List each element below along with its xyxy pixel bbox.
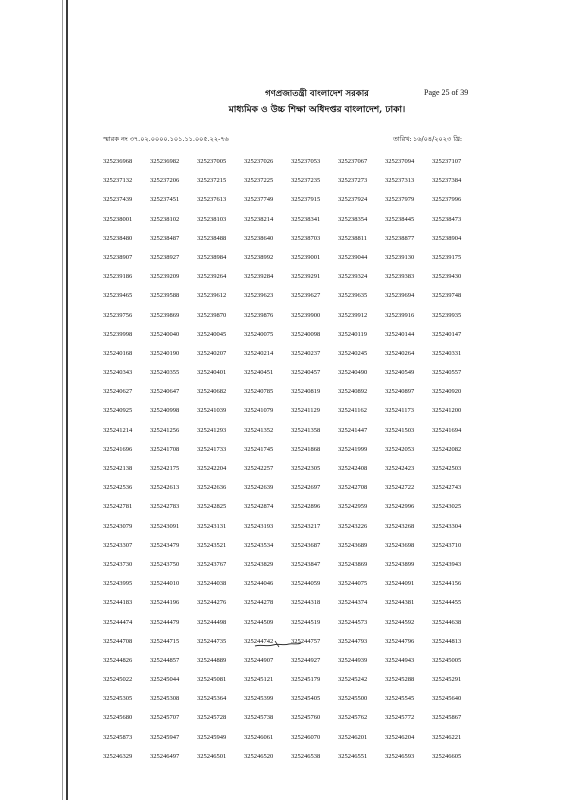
table-row: [103, 325, 479, 344]
roll-number-cell: 325237924: [338, 196, 368, 204]
roll-number-cell: 325242825: [197, 503, 227, 511]
roll-number-cell: 325245005: [432, 656, 462, 664]
roll-number-cell: 325243730: [103, 560, 133, 568]
roll-number-cell: 325240040: [150, 330, 180, 338]
table-row: [103, 747, 479, 766]
roll-number-cell: 325243217: [291, 522, 321, 530]
table-row: [103, 555, 479, 574]
roll-number-cell: 325239291: [291, 273, 321, 281]
roll-number-cell: 325239748: [432, 292, 462, 300]
roll-number-cell: 325244927: [291, 656, 321, 664]
table-row: [103, 651, 479, 670]
roll-number-cell: 325243710: [432, 541, 462, 549]
roll-number-cell: 325242408: [338, 465, 368, 472]
roll-number-cell: 325242896: [291, 503, 321, 511]
roll-number-cell: 325244183: [103, 599, 133, 607]
roll-number-cell: 325238488: [197, 234, 227, 242]
roll-number-cell: 325243829: [244, 560, 274, 568]
roll-number-cell: 325238984: [197, 253, 227, 261]
roll-number-cell: 325243687: [291, 541, 321, 549]
roll-number-cell: 325236968: [103, 158, 133, 165]
roll-number-cell: 325245760: [291, 714, 321, 722]
roll-number-cell: 325239900: [291, 311, 321, 319]
roll-number-cell: 325238001: [103, 215, 133, 223]
roll-number-cell: 325242138: [103, 465, 133, 472]
roll-number-cell: 325238487: [150, 234, 180, 242]
roll-number-cell: 325239130: [385, 253, 415, 261]
table-row: [103, 344, 479, 363]
roll-number-cell: 325245873: [103, 733, 133, 741]
roll-number-cell: 325242636: [197, 484, 227, 492]
signature-mark: [253, 637, 303, 651]
roll-number-cell: 325237749: [244, 196, 274, 204]
roll-number-cell: 325239430: [432, 273, 462, 281]
roll-number-cell: 325243304: [432, 522, 462, 530]
roll-number-cell: 325244479: [150, 618, 180, 626]
roll-number-cell: 325240897: [385, 388, 415, 396]
roll-number-cell: 325237451: [150, 196, 180, 204]
scan-margin-line: [62, 0, 63, 800]
roll-number-cell: 325238480: [103, 234, 133, 242]
roll-number-cell: 325239623: [244, 292, 274, 300]
roll-number-cell: 325239756: [103, 311, 133, 319]
roll-number-cell: 325239612: [197, 292, 227, 300]
roll-number-cell: 325239044: [338, 253, 368, 261]
roll-number-cell: 325239001: [291, 253, 321, 261]
table-row: [103, 728, 479, 747]
table-row: [103, 229, 479, 248]
roll-number-cell: 325245044: [150, 676, 180, 684]
roll-number-cell: 325240207: [197, 349, 227, 357]
roll-number-cell: 325242305: [291, 465, 321, 472]
roll-number-cell: 325244509: [244, 618, 274, 626]
roll-number-cell: 325238992: [244, 253, 274, 261]
roll-number-cell: 325239186: [103, 273, 133, 281]
roll-number-cell: 325244813: [432, 637, 462, 645]
roll-number-cell: 325244939: [338, 656, 368, 664]
table-row: [103, 497, 479, 516]
roll-number-cell: 325237215: [197, 177, 227, 185]
roll-number-cell: 325240045: [197, 330, 227, 338]
roll-number-cell: 325240925: [103, 407, 133, 415]
roll-number-cell: 325240920: [432, 388, 462, 396]
date-value: ১৬/০৪/২০২৩ খ্রি:: [413, 135, 463, 143]
roll-number-cell: 325239264: [197, 273, 227, 281]
roll-number-cell: 325242959: [338, 503, 368, 511]
roll-number-cell: 325238811: [338, 234, 368, 242]
table-row: [103, 708, 479, 727]
roll-number-cell: 325243307: [103, 541, 133, 549]
roll-number-cell: 325244318: [291, 599, 321, 607]
roll-number-cell: 325246070: [291, 733, 321, 741]
roll-number-cell: 325237273: [338, 177, 368, 185]
roll-number-cell: 325242722: [385, 484, 415, 492]
roll-number-cell: 325244796: [385, 637, 415, 645]
roll-number-cell: 325237235: [291, 177, 321, 185]
roll-number-cell: 325245364: [197, 695, 227, 703]
roll-number-cell: 325238473: [432, 215, 462, 223]
roll-number-cell: 325241173: [385, 407, 415, 415]
roll-number-cell: 325245405: [291, 695, 321, 703]
roll-number-cell: 325243899: [385, 560, 415, 568]
roll-number-cell: 325239876: [244, 311, 274, 319]
roll-number-cell: 325245738: [244, 714, 274, 722]
roll-number-cell: 325241162: [338, 407, 368, 415]
roll-number-cell: 325245305: [103, 695, 133, 703]
roll-number-cell: 325244857: [150, 656, 180, 664]
roll-number-table: [103, 152, 479, 766]
roll-number-cell: 325241868: [291, 445, 321, 453]
roll-number-cell: 325244592: [385, 618, 415, 626]
roll-number-cell: 325244381: [385, 599, 415, 607]
roll-number-cell: 325242175: [150, 465, 180, 472]
roll-number-cell: 325242257: [244, 465, 274, 472]
roll-number-cell: 325245947: [150, 733, 180, 741]
roll-number-cell: 325240355: [150, 369, 180, 377]
roll-number-cell: 325245399: [244, 695, 274, 703]
roll-number-cell: 325242503: [432, 465, 462, 472]
table-row: [103, 306, 479, 325]
roll-number-cell: 325240264: [385, 349, 415, 357]
roll-number-cell: 325240343: [103, 369, 133, 377]
roll-number-cell: 325242996: [385, 503, 415, 511]
roll-number-cell: 325244075: [338, 580, 368, 588]
roll-number-cell: 325244091: [385, 580, 415, 588]
roll-number-cell: 325244046: [244, 580, 274, 588]
roll-number-cell: 325244196: [150, 599, 180, 607]
roll-number-cell: 325246329: [103, 752, 133, 760]
roll-number-cell: 325238341: [291, 215, 321, 223]
roll-number-cell: 325244793: [338, 637, 368, 645]
roll-number-cell: 325239935: [432, 311, 462, 319]
roll-number-cell: 325243079: [103, 522, 133, 530]
roll-number-cell: 325244708: [103, 637, 133, 645]
table-row: [103, 382, 479, 401]
roll-number-cell: 325244474: [103, 618, 133, 626]
roll-number-cell: 325239465: [103, 292, 133, 300]
roll-number-cell: 325237979: [385, 196, 415, 204]
roll-number-cell: 325245179: [291, 676, 321, 684]
roll-number-cell: 325238445: [385, 215, 415, 223]
roll-number-cell: 325239998: [103, 330, 133, 338]
table-row: [103, 267, 479, 286]
roll-number-cell: 325240401: [197, 369, 227, 377]
roll-number-cell: 325238640: [244, 234, 274, 242]
roll-number-cell: 325246538: [291, 752, 321, 760]
roll-number-cell: 325243869: [338, 560, 368, 568]
roll-number-cell: 325244374: [338, 599, 368, 607]
roll-number-cell: 325240647: [150, 388, 180, 396]
roll-number-cell: 325237313: [385, 177, 415, 185]
roll-number-cell: 325237053: [291, 158, 321, 165]
table-row: [103, 401, 479, 420]
table-row: [103, 363, 479, 382]
roll-number-cell: 325244742: [244, 637, 274, 645]
roll-number-cell: 325240190: [150, 349, 180, 357]
table-row: [103, 459, 479, 478]
roll-number-cell: 325239175: [432, 253, 462, 261]
roll-number-cell: 325242783: [150, 503, 180, 511]
roll-number-cell: 325245728: [197, 714, 227, 722]
roll-number-cell: 325237613: [197, 196, 227, 204]
table-row: [103, 613, 479, 632]
table-row: [103, 689, 479, 708]
table-row: [103, 593, 479, 612]
roll-number-cell: 325242536: [103, 484, 133, 492]
table-row: [103, 210, 479, 229]
roll-number-cell: 325243750: [150, 560, 180, 568]
table-row: [103, 152, 479, 171]
roll-number-cell: 325241999: [338, 445, 368, 453]
roll-number-cell: 325246551: [338, 752, 368, 760]
roll-number-cell: 325238907: [103, 253, 133, 261]
page-number: Page 25 of 39: [424, 88, 469, 97]
table-row: [103, 517, 479, 536]
roll-number-cell: 325246061: [244, 733, 274, 741]
roll-number-cell: 325241129: [291, 407, 321, 415]
roll-number-cell: 325244715: [150, 637, 180, 645]
roll-number-cell: 325246593: [385, 752, 415, 760]
roll-number-cell: 325239209: [150, 273, 180, 281]
roll-number-cell: 325242639: [244, 484, 274, 492]
roll-number-cell: 325243521: [197, 541, 227, 549]
roll-number-cell: 325245291: [432, 676, 462, 684]
roll-number-cell: 325240549: [385, 369, 415, 377]
roll-number-cell: 325243091: [150, 522, 180, 530]
roll-number-cell: 325240457: [291, 369, 321, 377]
roll-number-cell: 325238102: [150, 215, 180, 223]
roll-number-cell: 325238103: [197, 215, 227, 223]
roll-number-cell: 325242423: [385, 465, 415, 472]
roll-number-cell: 325240168: [103, 349, 133, 357]
roll-number-cell: 325241039: [197, 407, 227, 415]
roll-number-cell: 325243689: [338, 541, 368, 549]
roll-number-cell: 325244943: [385, 656, 415, 664]
roll-number-cell: 325239383: [385, 273, 415, 281]
roll-number-cell: 325244276: [197, 599, 227, 607]
roll-number-cell: 325239284: [244, 273, 274, 281]
roll-number-cell: 325238354: [338, 215, 368, 223]
table-row: [103, 421, 479, 440]
roll-number-cell: 325239916: [385, 311, 415, 319]
roll-number-cell: 325246221: [432, 733, 462, 741]
roll-number-cell: 325237026: [244, 158, 274, 165]
roll-number-cell: 325242613: [150, 484, 180, 492]
roll-number-cell: 325241694: [432, 426, 462, 434]
roll-number-cell: 325242697: [291, 484, 321, 492]
roll-number-cell: 325239324: [338, 273, 368, 281]
table-row: [103, 171, 479, 190]
roll-number-cell: 325242781: [103, 503, 133, 511]
roll-number-cell: 325242874: [244, 503, 274, 511]
directorate-title: মাধ্যমিক ও উচ্চ শিক্ষা অধিদপ্তর বাংলাদেশ, ঢাকা।: [228, 105, 406, 115]
roll-number-cell: 325238877: [385, 234, 415, 242]
roll-number-cell: 325246497: [150, 752, 180, 760]
roll-number-cell: 325237915: [291, 196, 321, 204]
date-label: তারিখ:: [393, 135, 412, 143]
roll-number-cell: 325241696: [103, 445, 133, 453]
roll-number-cell: 325244907: [244, 656, 274, 664]
table-row: [103, 190, 479, 209]
roll-number-cell: 325243534: [244, 541, 274, 549]
roll-number-cell: 325245545: [385, 695, 415, 703]
government-title: গণপ্রজাতন্ত্রী বাংলাদেশ সরকার: [265, 89, 369, 99]
roll-number-cell: 325243193: [244, 522, 274, 530]
roll-number-cell: 325240627: [103, 388, 133, 396]
roll-number-cell: 325240147: [432, 330, 462, 338]
roll-number-cell: 325237067: [338, 158, 368, 165]
roll-number-cell: 325237005: [197, 158, 227, 165]
roll-number-cell: 325240098: [291, 330, 321, 338]
roll-number-cell: 325238904: [432, 234, 462, 242]
roll-number-cell: 325244278: [244, 599, 274, 607]
roll-number-cell: 325238214: [244, 215, 274, 223]
roll-number-cell: 325239870: [197, 311, 227, 319]
table-row: [103, 478, 479, 497]
roll-number-cell: 325243698: [385, 541, 415, 549]
roll-number-cell: 325245867: [432, 714, 462, 722]
roll-number-cell: 325245121: [244, 676, 274, 684]
roll-number-cell: 325237996: [432, 196, 462, 204]
roll-number-cell: 325241358: [291, 426, 321, 434]
roll-number-cell: 325240490: [338, 369, 368, 377]
table-row: [103, 440, 479, 459]
roll-number-cell: 325242082: [432, 445, 462, 453]
roll-number-cell: 325240237: [291, 349, 321, 357]
roll-number-cell: 325245772: [385, 714, 415, 722]
roll-number-cell: 325240245: [338, 349, 368, 357]
roll-number-cell: 325246501: [197, 752, 227, 760]
roll-number-cell: 325244059: [291, 580, 321, 588]
roll-number-cell: 325236982: [150, 158, 180, 165]
roll-number-cell: 325241256: [150, 426, 180, 434]
roll-number-cell: 325239588: [150, 292, 180, 300]
roll-number-cell: 325240892: [338, 388, 368, 396]
roll-number-cell: 325243268: [385, 522, 415, 530]
roll-number-cell: 325242708: [338, 484, 368, 492]
roll-number-cell: 325239912: [338, 311, 368, 319]
table-row: [103, 670, 479, 689]
roll-number-cell: 325241733: [197, 445, 227, 453]
roll-number-cell: 325244757: [291, 637, 321, 645]
roll-number-cell: 325243995: [103, 580, 133, 588]
roll-number-cell: 325244010: [150, 580, 180, 588]
roll-number-cell: 325241745: [244, 445, 274, 453]
roll-number-cell: 325240075: [244, 330, 274, 338]
roll-number-cell: 325244826: [103, 656, 133, 664]
roll-number-cell: 325237384: [432, 177, 462, 185]
roll-number-cell: 325237107: [432, 158, 462, 165]
roll-number-cell: 325241447: [338, 426, 368, 434]
roll-number-cell: 325244735: [197, 637, 227, 645]
roll-number-cell: 325245308: [150, 695, 180, 703]
roll-number-cell: 325244519: [291, 618, 321, 626]
roll-number-cell: 325246204: [385, 733, 415, 741]
table-row: [103, 248, 479, 267]
roll-number-cell: 325243226: [338, 522, 368, 530]
roll-number-cell: 325245680: [103, 714, 133, 722]
roll-number-cell: 325245242: [338, 676, 368, 684]
roll-number-cell: 325242053: [385, 445, 415, 453]
roll-number-cell: 325243847: [291, 560, 321, 568]
roll-number-cell: 325237132: [103, 177, 133, 185]
roll-number-cell: 325243025: [432, 503, 462, 511]
roll-number-cell: 325241708: [150, 445, 180, 453]
table-row: [103, 286, 479, 305]
roll-number-cell: 325239635: [338, 292, 368, 300]
roll-number-cell: 325237439: [103, 196, 133, 204]
roll-number-cell: 325245707: [150, 714, 180, 722]
roll-number-cell: 325237225: [244, 177, 274, 185]
roll-number-cell: 325245022: [103, 676, 133, 684]
document-page: [68, 0, 566, 800]
roll-number-cell: 325240785: [244, 388, 274, 396]
roll-number-cell: 325243479: [150, 541, 180, 549]
roll-number-cell: 325237094: [385, 158, 415, 165]
roll-number-cell: 325240557: [432, 369, 462, 377]
roll-number-cell: 325244573: [338, 618, 368, 626]
roll-number-cell: 325244156: [432, 580, 462, 588]
roll-number-cell: 325240682: [197, 388, 227, 396]
roll-number-cell: 325241293: [197, 426, 227, 434]
memo-number: স্মারক নং ৩৭.০২.০০০০.১০১.১১.০০৫.২২-৭৬: [103, 135, 229, 143]
roll-number-cell: 325242743: [432, 484, 462, 492]
roll-number-cell: 325244038: [197, 580, 227, 588]
roll-number-cell: 325244889: [197, 656, 227, 664]
roll-number-cell: 325246520: [244, 752, 274, 760]
roll-number-cell: 325245949: [197, 733, 227, 741]
roll-number-cell: 325245762: [338, 714, 368, 722]
roll-number-cell: 325244638: [432, 618, 462, 626]
roll-number-cell: 325244498: [197, 618, 227, 626]
roll-number-cell: 325243943: [432, 560, 462, 568]
roll-number-cell: 325240451: [244, 369, 274, 377]
roll-number-cell: 325242204: [197, 465, 227, 472]
roll-number-cell: 325241079: [244, 407, 274, 415]
roll-number-cell: 325239869: [150, 311, 180, 319]
roll-number-cell: 325245640: [432, 695, 462, 703]
roll-number-cell: 325245500: [338, 695, 368, 703]
roll-number-cell: 325237206: [150, 177, 180, 185]
roll-number-cell: 325239694: [385, 292, 415, 300]
roll-number-cell: 325241352: [244, 426, 274, 434]
roll-number-cell: 325244455: [432, 599, 462, 607]
roll-number-cell: 325238703: [291, 234, 321, 242]
roll-number-cell: 325239627: [291, 292, 321, 300]
roll-number-cell: 325240819: [291, 388, 321, 396]
roll-number-cell: 325243767: [197, 560, 227, 568]
table-row: [103, 536, 479, 555]
roll-number-cell: 325240144: [385, 330, 415, 338]
roll-number-cell: 325240331: [432, 349, 462, 357]
roll-number-cell: 325245081: [197, 676, 227, 684]
roll-number-cell: 325243131: [197, 522, 227, 530]
roll-number-cell: 325240998: [150, 407, 180, 415]
roll-number-cell: 325238927: [150, 253, 180, 261]
roll-number-cell: 325246201: [338, 733, 368, 741]
roll-number-cell: 325245288: [385, 676, 415, 684]
roll-number-cell: 325241214: [103, 426, 133, 434]
roll-number-cell: 325241200: [432, 407, 462, 415]
roll-number-cell: 325246605: [432, 752, 462, 760]
roll-number-cell: 325240214: [244, 349, 274, 357]
roll-number-cell: 325241503: [385, 426, 415, 434]
table-row: [103, 574, 479, 593]
roll-number-cell: 325240119: [338, 330, 368, 338]
